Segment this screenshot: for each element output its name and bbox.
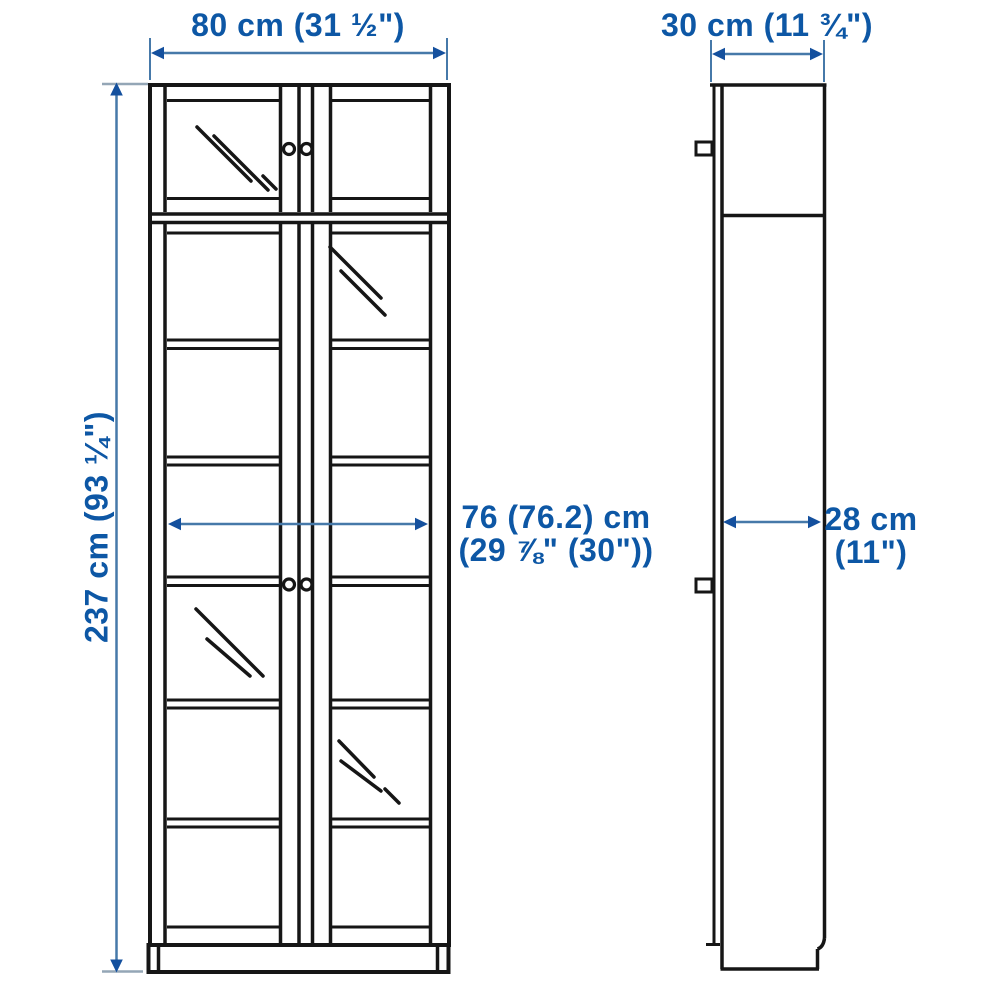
height-dimension-label: 237 cm (93 ¼") [78, 410, 115, 644]
side-view-drawing [696, 85, 827, 969]
inner-width-line2: (29 ⅞" (30")) [458, 532, 654, 568]
side-knob-bottom [696, 579, 712, 592]
width-dimension-arrow [150, 38, 447, 80]
side-knob-top [696, 142, 712, 155]
depth-dimension-arrow [711, 40, 824, 82]
inner-depth-dimension-label [824, 503, 917, 569]
side-plinth-notch [818, 938, 825, 949]
width-dimension-label: 80 cm (31 ½") [191, 7, 405, 43]
inner-width-dimension-label [458, 501, 653, 567]
depth-dimension-label: 30 cm (11 ¾") [660, 7, 874, 43]
inner-depth-dimension-arrow [723, 516, 821, 529]
inner-depth-line1: 28 cm [824, 501, 918, 537]
inner-width-line1: 76 (76.2) cm [461, 499, 651, 535]
inner-depth-line2: (11") [834, 534, 908, 570]
front-plinth [149, 945, 449, 972]
front-view-drawing [149, 85, 450, 972]
